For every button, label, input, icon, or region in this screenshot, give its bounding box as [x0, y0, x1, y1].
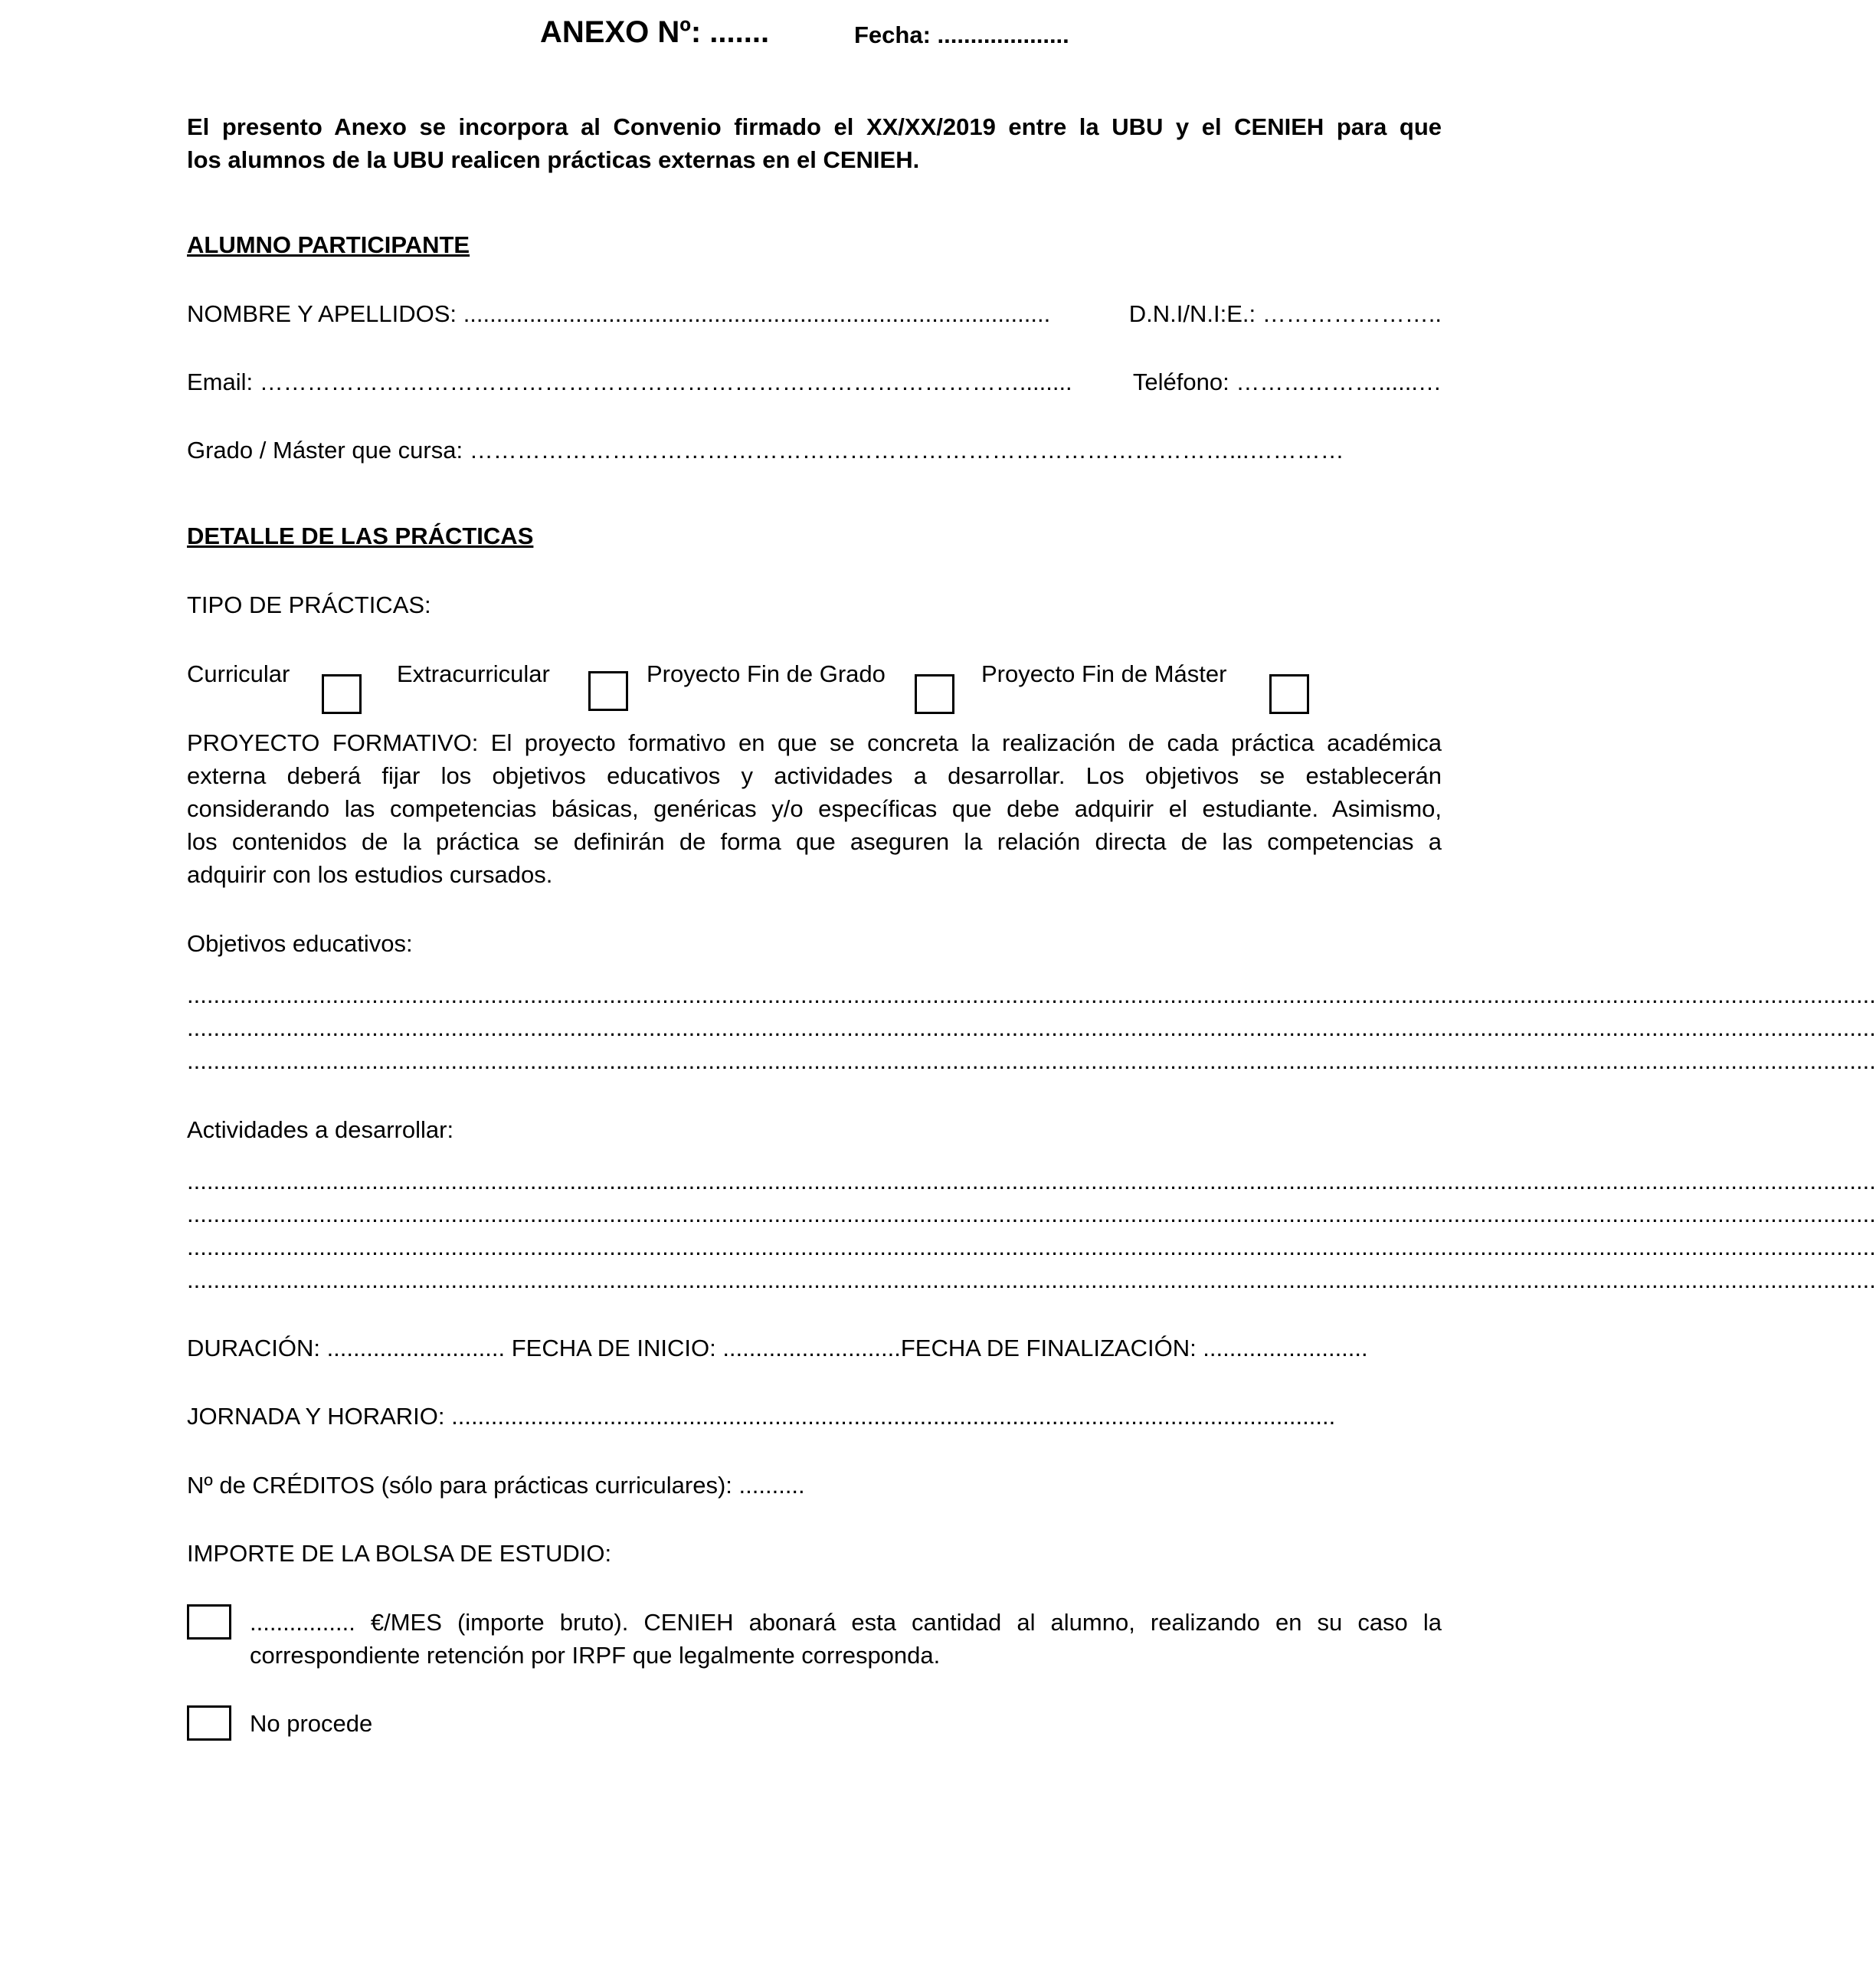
telefono-field[interactable] [1133, 365, 1442, 398]
option-pfm-label: Proyecto Fin de Máster [981, 660, 1227, 687]
nombre-field[interactable] [187, 297, 1050, 330]
checkbox-curricular[interactable] [322, 674, 362, 714]
proyecto-line-5: adquirir con los estudios cursados. [187, 861, 553, 888]
objetivos-line-2[interactable]: ................................................................................................................................................................................................................................................................ [187, 1014, 1876, 1041]
proyecto-line-1: PROYECTO FORMATIVO: El proyecto formativo en que se concreta la realización de cada práctica académica [187, 729, 1442, 756]
option-pfg-label: Proyecto Fin de Grado [647, 660, 886, 687]
grado-label: Grado / Máster que cursa: [187, 437, 463, 464]
objetivos-label: Objetivos educativos: [187, 930, 413, 957]
checkbox-pfm[interactable] [1269, 674, 1309, 714]
checkbox-extracurricular[interactable] [588, 671, 628, 711]
nombre-dots: ......................................................................................... [463, 300, 1051, 327]
objetivos-line-1[interactable]: ................................................................................................................................................................................................................................................................ [187, 981, 1876, 1008]
grado-field[interactable] [187, 434, 1442, 467]
proyecto-line-3: considerando las competencias básicas, genéricas y/o específicas que debe adquirir el estudiante. Asimismo, [187, 795, 1442, 822]
checkbox-pfg[interactable] [915, 674, 954, 714]
intro-line-1: El presento Anexo se incorpora al Convenio firmado el XX/XX/2019 entre la UBU y el CENIEH para que [187, 113, 1442, 140]
actividades-label: Actividades a desarrollar: [187, 1116, 454, 1143]
objetivos-line-3[interactable]: ................................................................................................................................................................................................................................................................ [187, 1047, 1876, 1074]
checkbox-no-procede[interactable] [187, 1705, 231, 1741]
telefono-label: Teléfono: [1132, 369, 1229, 395]
email-dots: ……………………………………………………………………………………........ [259, 369, 1072, 395]
dni-label: D.N.I/N.I:E.: [1128, 300, 1256, 327]
email-row [187, 365, 1442, 398]
email-field[interactable] [187, 365, 1072, 398]
nombre-row [187, 297, 1442, 330]
nombre-label: NOMBRE Y APELLIDOS: [187, 300, 457, 327]
grado-dots: ……………………………………………………………………………………...………… [469, 437, 1344, 464]
proyecto-line-4: los contenidos de la práctica se definirán de forma que aseguren la relación directa de las competencias a [187, 828, 1442, 855]
option-curricular-label: Curricular [187, 660, 290, 687]
option-extracurricular-label: Extracurricular [397, 660, 550, 687]
anexo-number-label: ANEXO Nº: ....... [540, 15, 770, 49]
importe-option-line-2: correspondiente retención por IRPF que legalmente corresponda. [250, 1642, 941, 1669]
dni-dots: ………………….. [1262, 300, 1442, 327]
tipo-practicas-label: TIPO DE PRÁCTICAS: [187, 591, 431, 618]
fecha-label: Fecha: .................... [854, 21, 1069, 48]
actividades-line-3[interactable]: ................................................................................................................................................................................................................................................................ [187, 1233, 1876, 1260]
creditos-row[interactable]: Nº de CRÉDITOS (sólo para prácticas curriculares): .......... [187, 1472, 805, 1499]
jornada-horario-row[interactable]: JORNADA Y HORARIO: ...................................................................................................................................... [187, 1403, 1336, 1430]
checkbox-importe[interactable] [187, 1604, 231, 1640]
actividades-line-4[interactable]: ................................................................................................................................................................................................................................................................ [187, 1266, 1876, 1293]
email-label: Email: [187, 369, 254, 395]
no-procede-label: No procede [250, 1710, 373, 1737]
importe-option-line-1: ................ €/MES (importe bruto). CENIEH abonará esta cantidad al alumno, realizando en su caso la [250, 1609, 1442, 1636]
intro-line-2: los alumnos de la UBU realicen prácticas externas en el CENIEH. [187, 146, 920, 173]
dni-field[interactable] [1129, 297, 1442, 330]
actividades-line-1[interactable]: ................................................................................................................................................................................................................................................................ [187, 1168, 1876, 1194]
detalle-heading: DETALLE DE LAS PRÁCTICAS [187, 523, 534, 549]
telefono-dots: ………………......… [1236, 369, 1442, 395]
importe-label: IMPORTE DE LA BOLSA DE ESTUDIO: [187, 1540, 612, 1567]
actividades-line-2[interactable]: ................................................................................................................................................................................................................................................................ [187, 1201, 1876, 1227]
duracion-fechas-row[interactable]: DURACIÓN: ........................... FECHA DE INICIO: ...........................FECHA DE FINALIZACIÓN: ......................... [187, 1335, 1368, 1361]
alumno-heading: ALUMNO PARTICIPANTE [187, 231, 470, 258]
proyecto-line-2: externa deberá fijar los objetivos educativos y actividades a desarrollar. Los objetivos se establecerán [187, 762, 1442, 789]
